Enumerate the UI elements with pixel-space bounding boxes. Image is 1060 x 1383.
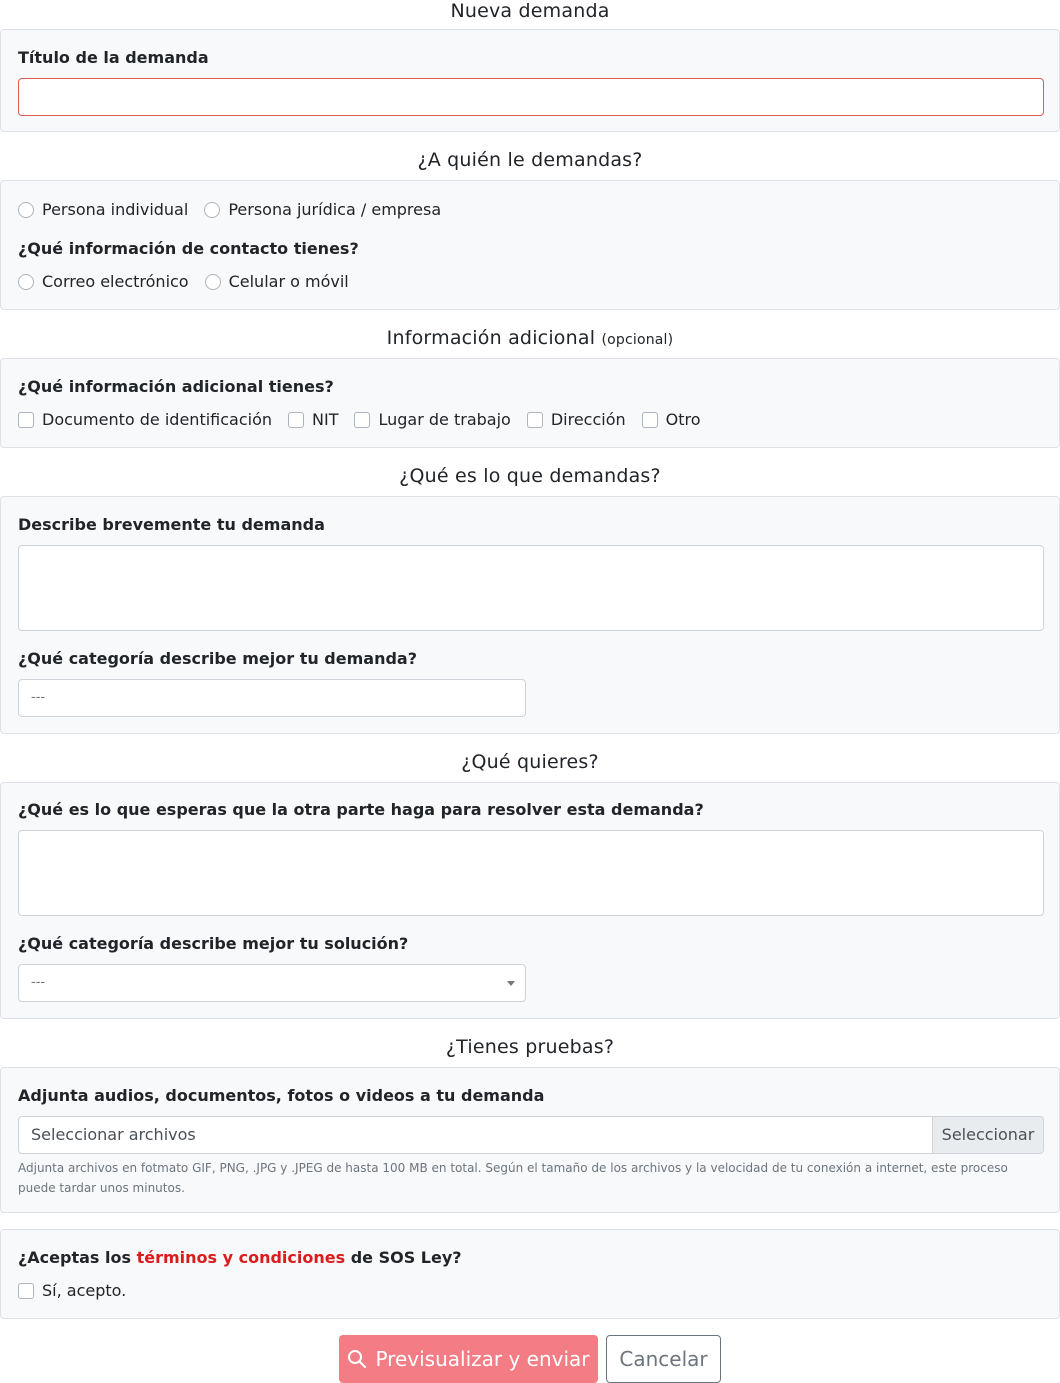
expect-label: ¿Qué es lo que esperas que la otra parte haga para resolver esta demanda?	[18, 800, 704, 819]
describe-textarea[interactable]	[18, 545, 1044, 631]
title-input[interactable]	[18, 78, 1044, 116]
category-select[interactable]	[18, 679, 526, 717]
optional-note: (opcional)	[601, 332, 674, 348]
radio-circle-icon	[18, 202, 34, 218]
what-heading: ¿Qué es lo que demandas?	[399, 465, 661, 487]
search-icon	[347, 1349, 367, 1369]
file-placeholder: Seleccionar archivos	[31, 1125, 196, 1144]
evidence-heading: ¿Tienes pruebas?	[445, 1036, 615, 1058]
contact-options	[18, 272, 365, 291]
checkbox-nit[interactable]: NIT	[288, 410, 338, 429]
checkbox-documento[interactable]: Documento de identificación	[18, 410, 272, 429]
radio-celular[interactable]: Celular o móvil	[205, 272, 349, 291]
evidence-card	[0, 1067, 1060, 1213]
want-card	[0, 782, 1060, 1019]
checkbox-acepto[interactable]: Sí, acepto.	[18, 1281, 126, 1300]
file-select-button[interactable]: Seleccionar	[932, 1117, 1043, 1153]
checkbox-icon	[18, 1283, 34, 1299]
checkbox-icon	[288, 412, 304, 428]
radio-persona-individual[interactable]: Persona individual	[18, 200, 188, 219]
cancel-button[interactable]: Cancelar	[606, 1335, 721, 1383]
solution-placeholder: ---	[31, 975, 46, 990]
title-card	[0, 29, 1060, 132]
page-title: Nueva demanda	[450, 0, 610, 22]
solution-label: ¿Qué categoría describe mejor tu solución?	[18, 934, 409, 953]
describe-label: Describe brevemente tu demanda	[18, 515, 325, 534]
what-card	[0, 496, 1060, 734]
evidence-label: Adjunta audios, documentos, fotos o videos a tu demanda	[18, 1086, 545, 1105]
radio-circle-icon	[18, 274, 34, 290]
who-card	[0, 180, 1060, 310]
file-input[interactable]	[18, 1116, 1044, 1154]
radio-circle-icon	[204, 202, 220, 218]
who-heading: ¿A quién le demandas?	[417, 149, 643, 171]
checkbox-icon	[18, 412, 34, 428]
terms-label: ¿Aceptas los términos y condiciones de SOS Ley?	[18, 1248, 462, 1267]
additional-options	[18, 410, 717, 429]
radio-circle-icon	[205, 274, 221, 290]
expect-textarea[interactable]	[18, 830, 1044, 916]
file-help-text: Adjunta archivos en fotmato GIF, PNG, .JPG y .JPEG de hasta 100 MB en total. Según el tamaño de los archivos y la velocidad de tu conexión a internet, este proceso puede tardar unos minutos.	[18, 1161, 1008, 1195]
chevron-down-icon	[507, 981, 515, 986]
checkbox-otro[interactable]: Otro	[642, 410, 701, 429]
solution-select[interactable]	[18, 964, 526, 1002]
checkbox-direccion[interactable]: Dirección	[527, 410, 626, 429]
checkbox-icon	[354, 412, 370, 428]
radio-persona-juridica[interactable]: Persona jurídica / empresa	[204, 200, 441, 219]
additional-label: ¿Qué información adicional tienes?	[18, 377, 334, 396]
checkbox-lugar-trabajo[interactable]: Lugar de trabajo	[354, 410, 510, 429]
checkbox-icon	[527, 412, 543, 428]
additional-heading: Información adicional (opcional)	[386, 327, 674, 349]
radio-correo[interactable]: Correo electrónico	[18, 272, 189, 291]
category-placeholder: ---	[31, 690, 46, 705]
category-label: ¿Qué categoría describe mejor tu demanda?	[18, 649, 417, 668]
want-heading: ¿Qué quieres?	[461, 751, 599, 773]
checkbox-icon	[642, 412, 658, 428]
contact-label: ¿Qué información de contacto tienes?	[18, 239, 359, 258]
title-label: Título de la demanda	[18, 48, 209, 67]
terms-link[interactable]: términos y condiciones	[136, 1248, 346, 1267]
additional-card	[0, 358, 1060, 448]
terms-card	[0, 1229, 1060, 1319]
terms-options	[18, 1281, 142, 1300]
defendant-type-options	[18, 200, 457, 219]
preview-submit-button[interactable]: Previsualizar y enviar	[339, 1335, 598, 1383]
